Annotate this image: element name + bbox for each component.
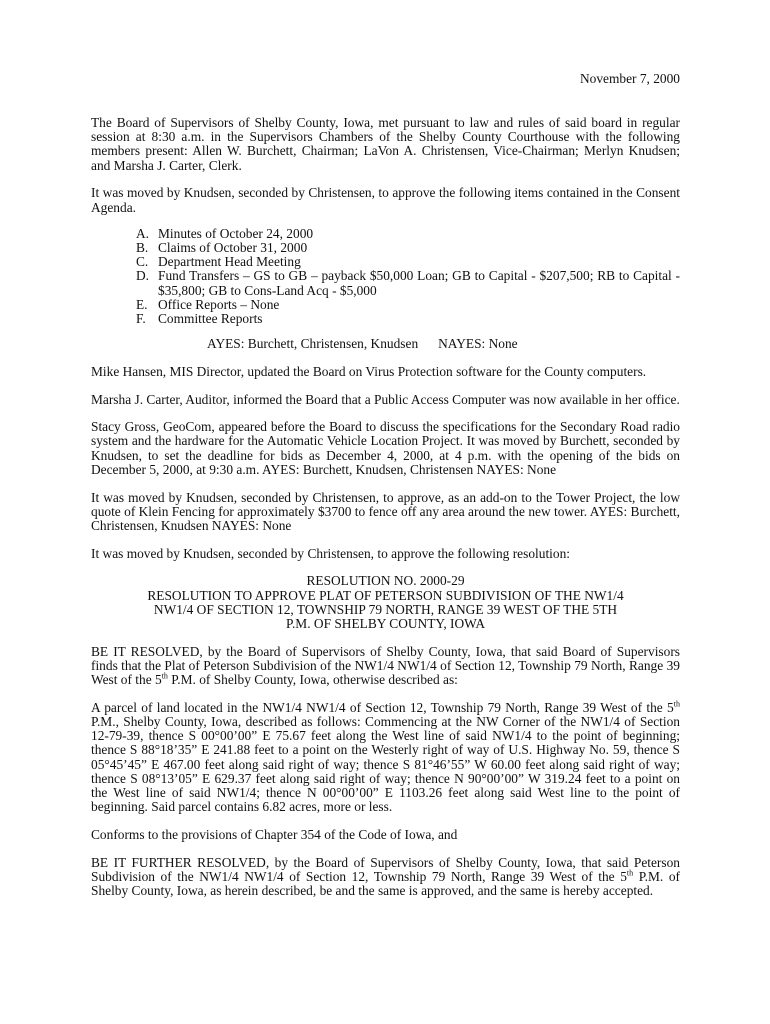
meeting-date: November 7, 2000: [579, 71, 680, 86]
tower-fence-paragraph: It was moved by Knudsen, seconded by Christensen, to approve, as an add-on to the Tower Project, the low quote of Klein Fencing for approximately $3700 to fence off any area around the new tower. AYES: Burchett, Christensen, Knudsen NAYES: None: [91, 489, 680, 533]
resolution-motion: It was moved by Knudsen, seconded by Christensen, to approve the following resolution:: [91, 545, 571, 561]
list-item: E. Office Reports – None: [136, 296, 280, 312]
list-item: D. Fund Transfers – GS to GB – payback $50,000 Loan; GB to Capital - $207,500; RB to Capital - $35,800; GB to Cons-Land Acq - $5,000: [136, 268, 680, 298]
code-conformance-paragraph: Conforms to the provisions of Chapter 354 of the Code of Iowa, and: [91, 826, 458, 842]
list-item: C. Department Head Meeting: [136, 254, 301, 270]
be-it-resolved-paragraph: BE IT RESOLVED, by the Board of Supervisors of Shelby County, Iowa, that said Board of Supervisors finds that the Plat of Peterson Subdivision of the NW1/4 NW1/4 of Section 12, Township 79 North, Range 39 West of the 5th P.M. of Shelby County, Iowa, otherwise described as:: [91, 643, 680, 688]
list-item: A. Minutes of October 24, 2000: [136, 225, 314, 241]
public-computer-paragraph: Marsha J. Carter, Auditor, informed the Board that a Public Access Computer was now available in her office.: [91, 391, 680, 407]
list-item: F. Committee Reports: [136, 310, 263, 326]
nayes-text: NAYES: None: [438, 336, 518, 352]
consent-vote-line: [91, 337, 680, 351]
mis-update-paragraph: Mike Hansen, MIS Director, updated the Board on Virus Protection software for the County computers.: [91, 363, 647, 379]
parcel-description-paragraph: A parcel of land located in the NW1/4 NW1/4 of Section 12, Township 79 North, Range 39 West of the 5th P.M., Shelby County, Iowa, described as follows: Commencing at the NW Corner of the NW1/4 of Section 12-79-39, thence S 00°00’00” E 75.67 feet along the West line of said NW1/4 to the point of beginning; thence S 88°18’35” E 241.88 feet to a point on the Westerly right of way of U.S. Highway No. 59, thence S 05°45’45” E 467.00 feet along said right of way; thence S 81°46’55” W 60.00 feet along said right of way; thence S 08°13’05” E 629.37 feet along said right of way; thence N 90°00’00” W 319.24 feet to a point on the West line of said NW1/4; thence N 00°00’00” E 1103.26 feet along said West line to the point of beginning. Said parcel contains 6.82 acres, more or less.: [91, 699, 680, 815]
attendance-paragraph: The Board of Supervisors of Shelby County, Iowa, met pursuant to law and rules of said board in regular session at 8:30 a.m. in the Supervisors Chambers of the Shelby County Courthouse with the following members present: Allen W. Burchett, Chairman; LaVon A. Christensen, Vice-Chairman; Merlyn Knudsen; and Marsha J. Carter, Clerk.: [91, 115, 680, 173]
geocom-paragraph: Stacy Gross, GeoCom, appeared before the Board to discuss the specifications for the Secondary Road radio system and the hardware for the Automatic Vehicle Location Project. It was moved by Burchett, seconded by Knudsen, to set the deadline for bids as December 4, 2000, at 4 p.m. with the opening of the bids on December 5, 2000, at 9:30 a.m. AYES: Burchett, Knudsen, Christensen NAYES: None: [91, 419, 680, 477]
consent-agenda-motion: It was moved by Knudsen, seconded by Christensen, to approve the following items contained in the Consent Agenda.: [91, 185, 680, 215]
be-it-further-resolved-paragraph: BE IT FURTHER RESOLVED, by the Board of Supervisors of Shelby County, Iowa, that said Peterson Subdivision of the NW1/4 NW1/4 of Section 12, Township 79 North, Range 39 West of the 5th P.M. of Shelby County, Iowa, as herein described, be and the same is approved, and the same is hereby accepted.: [91, 854, 680, 899]
resolution-title-line: P.M. OF SHELBY COUNTY, IOWA: [285, 615, 486, 631]
resolution-heading: [91, 574, 680, 631]
minutes-body: [91, 116, 680, 912]
resolution-title-line: RESOLUTION TO APPROVE PLAT OF PETERSON SUBDIVISION OF THE NW1/4: [147, 587, 624, 603]
resolution-number: RESOLUTION NO. 2000-29: [306, 573, 465, 589]
resolution-title-line: NW1/4 OF SECTION 12, TOWNSHIP 79 NORTH, RANGE 39 WEST OF THE 5TH: [153, 601, 618, 617]
list-item: B. Claims of October 31, 2000: [136, 239, 308, 255]
consent-agenda-list: [91, 227, 680, 326]
ayes-text: AYES: Burchett, Christensen, Knudsen: [207, 336, 419, 352]
